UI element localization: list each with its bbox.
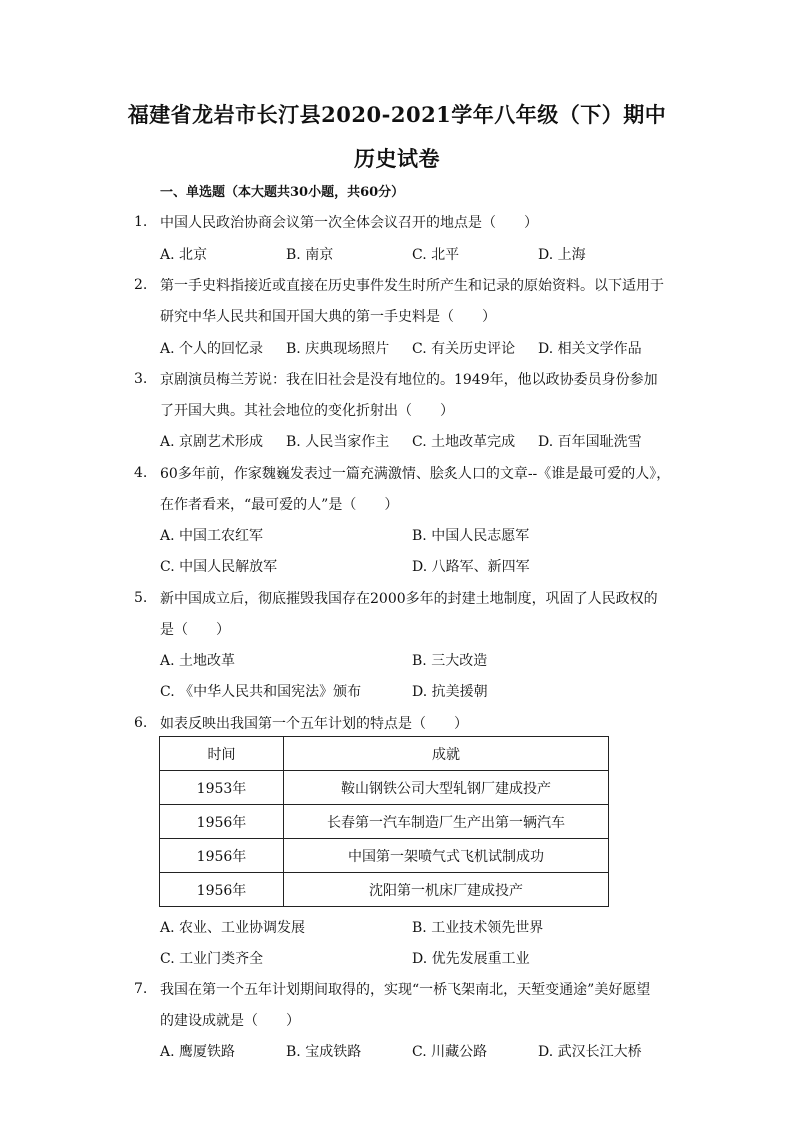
option-a: A. 个人的回忆录 [160, 341, 264, 357]
option-a: A. 土地改革 [160, 653, 236, 669]
table-cell-year: 1956年 [160, 805, 284, 839]
table-cell-year: 1953年 [160, 771, 284, 805]
table-cell-achievement: 中国第一架喷气式飞机试制成功 [284, 839, 609, 873]
table-row [160, 839, 609, 873]
option-a: A. 鹰厦铁路 [160, 1044, 236, 1060]
option-d: D. 百年国耻洗雪 [538, 434, 642, 450]
table-cell-year: 1956年 [160, 839, 284, 873]
table-row [160, 771, 609, 805]
question-stem: 60多年前，作家魏巍发表过一篇充满激情、脍炙人口的文章--《谁是最可爱的人》， [160, 466, 671, 482]
option-d: D. 抗美援朝 [412, 684, 488, 700]
option-b: B. 人民当家作主 [286, 434, 390, 450]
option-d: D. 相关文学作品 [538, 341, 642, 357]
option-b: B. 庆典现场照片 [286, 341, 390, 357]
question-stem: 是（ ） [160, 622, 230, 638]
section-heading: 一、单选题（本大题共30小题，共60分） [160, 185, 405, 200]
option-d: D. 武汉长江大桥 [538, 1044, 642, 1060]
table-row [160, 805, 609, 839]
question-number: 3. [134, 371, 148, 387]
option-c: C. 北平 [412, 247, 460, 263]
exam-title-line1: 福建省龙岩市长汀县2020-2021学年八年级（下）期中 [127, 102, 667, 127]
option-a: A. 农业、工业协调发展 [160, 920, 306, 936]
option-c: C. 中国人民解放军 [160, 559, 278, 575]
question-number: 2. [134, 277, 148, 293]
question-stem: 研究中华人民共和国开国大典的第一手史料是（ ） [160, 309, 496, 325]
option-b: B. 南京 [286, 247, 334, 263]
table-header-achievement: 成就 [284, 737, 609, 771]
option-c: C. 《中华人民共和国宪法》颁布 [160, 684, 362, 700]
achievements-table [159, 736, 609, 907]
question-number: 6. [134, 715, 148, 731]
option-c: C. 土地改革完成 [412, 434, 516, 450]
option-c: C. 工业门类齐全 [160, 951, 264, 967]
option-b: B. 三大改造 [412, 653, 488, 669]
table-cell-achievement: 沈阳第一机床厂建成投产 [284, 873, 609, 907]
exam-title-line2: 历史试卷 [354, 146, 440, 171]
question-stem: 的建设成就是（ ） [160, 1013, 300, 1029]
question-stem: 第一手史料指接近或直接在历史事件发生时所产生和记录的原始资料。以下适用于 [160, 278, 664, 294]
option-a: A. 中国工农红军 [160, 528, 264, 544]
table-cell-achievement: 长春第一汽车制造厂生产出第一辆汽车 [284, 805, 609, 839]
table-cell-achievement: 鞍山钢铁公司大型轧钢厂建成投产 [284, 771, 609, 805]
option-d: D. 上海 [538, 247, 586, 263]
question-stem: 中国人民政治协商会议第一次全体会议召开的地点是（ ） [160, 215, 538, 231]
option-c: C. 有关历史评论 [412, 341, 516, 357]
table-header-time: 时间 [160, 737, 284, 771]
question-stem: 我国在第一个五年计划期间取得的，实现“一桥飞架南北，天堑变通途”美好愿望 [160, 982, 651, 998]
question-number: 4. [134, 465, 148, 481]
option-c: C. 川藏公路 [412, 1044, 488, 1060]
question-stem: 新中国成立后，彻底摧毁我国存在2000多年的封建土地制度，巩固了人民政权的 [160, 591, 658, 607]
option-d: D. 八路军、新四军 [412, 559, 530, 575]
question-stem: 了开国大典。其社会地位的变化折射出（ ） [160, 403, 454, 419]
option-a: A. 京剧艺术形成 [160, 434, 264, 450]
table-row [160, 873, 609, 907]
option-b: B. 工业技术领先世界 [412, 920, 544, 936]
table-header-row [160, 737, 609, 771]
question-stem: 京剧演员梅兰芳说：我在旧社会是没有地位的。1949年，他以政协委员身份参加 [160, 372, 658, 388]
option-a: A. 北京 [160, 247, 208, 263]
table-cell-year: 1956年 [160, 873, 284, 907]
question-number: 1. [134, 214, 148, 230]
question-stem: 在作者看来，“最可爱的人”是（ ） [160, 497, 399, 513]
question-number: 5. [134, 590, 148, 606]
question-number: 7. [134, 981, 148, 997]
question-stem: 如表反映出我国第一个五年计划的特点是（ ） [160, 716, 468, 732]
option-d: D. 优先发展重工业 [412, 951, 530, 967]
option-b: B. 中国人民志愿军 [412, 528, 530, 544]
option-b: B. 宝成铁路 [286, 1044, 362, 1060]
